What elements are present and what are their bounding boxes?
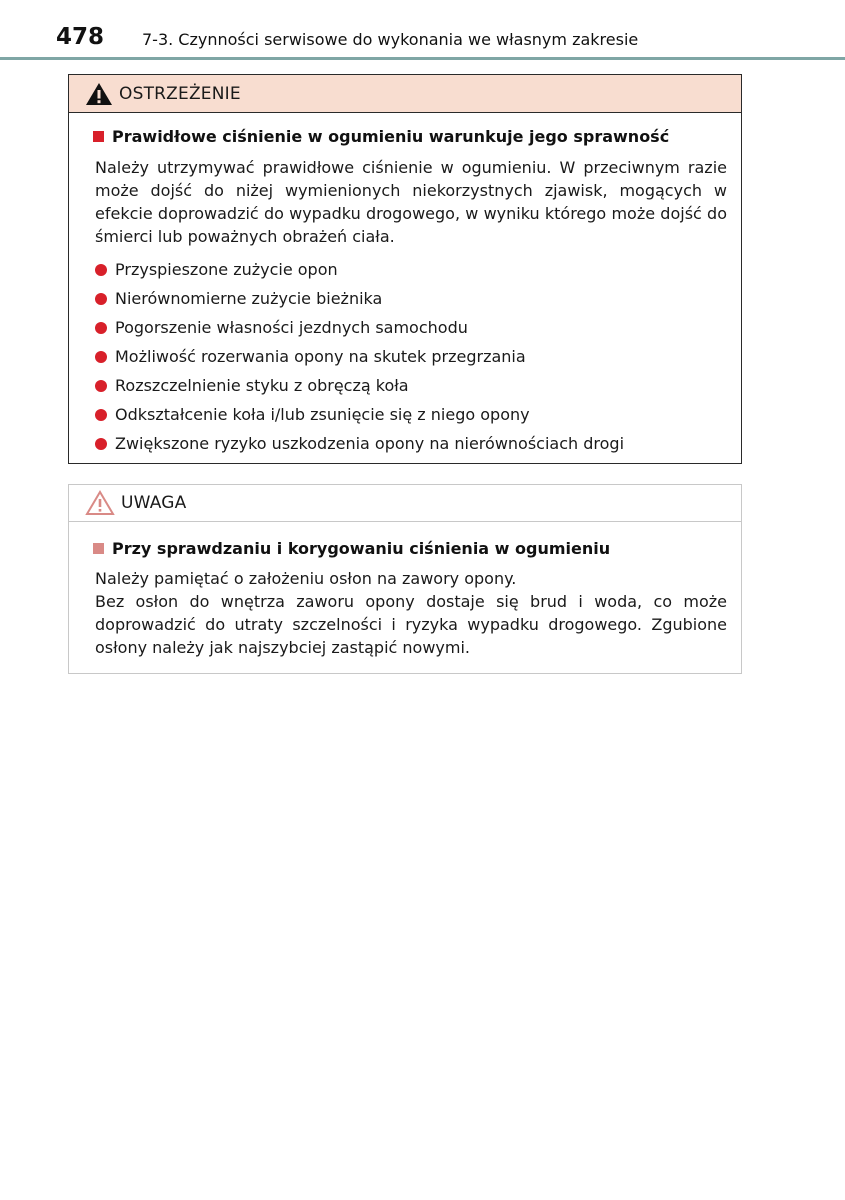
warning-paragraph: Należy utrzymywać prawidłowe ciśnienie w ogumieniu. W przeciwnym razie może dojść do niżej wymienionych niekorzystnych zjawisk, mogących w efekcie doprowadzić do wypadku drogowego, w wyniku którego może dojść do śmierci lub poważnych obrażeń ciała. (95, 158, 727, 246)
caution-section-title (93, 539, 610, 558)
bullet-dot (95, 322, 107, 334)
caution-triangle-icon (85, 490, 115, 516)
warning-list (95, 255, 624, 458)
bullet-dot (95, 264, 107, 276)
warning-triangle-icon (85, 82, 113, 106)
warning-section-title (93, 127, 669, 146)
section-marker-square (93, 131, 104, 142)
section-marker-square (93, 543, 104, 554)
caution-paragraph-2: Bez osłon do wnętrza zaworu opony dostaje się brud i woda, co może doprowadzić do utraty szczelności i ryzyka wypadku drogowego. Zgubione osłony należy jak najszybciej zastąpić nowymi. (95, 592, 727, 657)
bullet-dot (95, 438, 107, 450)
list-item: Zwiększone ryzyko uszkodzenia opony na nierównościach drogi (95, 429, 624, 458)
page-header (0, 0, 845, 62)
bullet-dot (95, 380, 107, 392)
header-rule (0, 57, 845, 60)
list-item: Odkształcenie koła i/lub zsunięcie się z niego opony (95, 400, 624, 429)
running-title: 7-3. Czynności serwisowe do wykonania we własnym zakresie (142, 30, 639, 49)
bullet-dot (95, 351, 107, 363)
bullet-dot (95, 409, 107, 421)
caution-section-title-text: Przy sprawdzaniu i korygowaniu ciśnienia w ogumieniu (112, 539, 611, 558)
caution-header (69, 485, 741, 522)
warning-label: OSTRZEŻENIE (119, 83, 241, 104)
caution-label: UWAGA (121, 493, 187, 513)
list-item: Możliwość rozerwania opony na skutek przegrzania (95, 342, 624, 371)
list-item: Pogorszenie własności jezdnych samochodu (95, 313, 624, 342)
warning-box (68, 74, 742, 464)
caution-paragraph-1: Należy pamiętać o założeniu osłon na zawory opony. (95, 569, 517, 588)
list-item: Przyspieszone zużycie opon (95, 255, 624, 284)
list-item: Rozszczelnienie styku z obręczą koła (95, 371, 624, 400)
warning-header (69, 75, 741, 113)
page-number: 478 (56, 24, 105, 50)
list-item: Nierównomierne zużycie bieżnika (95, 284, 624, 313)
caution-box (68, 484, 742, 674)
bullet-dot (95, 293, 107, 305)
warning-section-title-text: Prawidłowe ciśnienie w ogumieniu warunkuje jego sprawność (112, 127, 670, 146)
